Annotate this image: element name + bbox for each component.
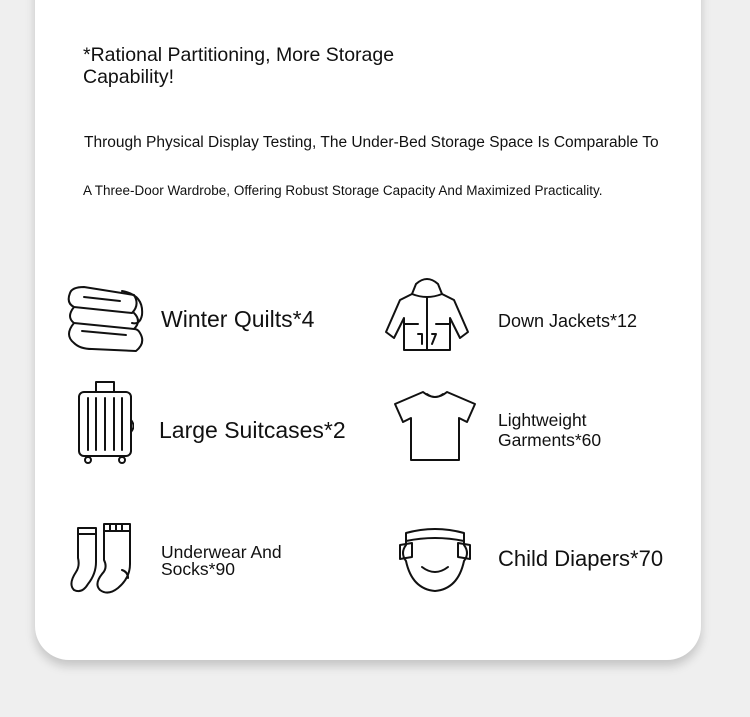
tshirt-icon [393, 390, 477, 462]
item-label-underwear-socks: Underwear And Socks*90 [161, 542, 282, 579]
suitcase-icon [76, 378, 134, 466]
quilts-icon [62, 283, 148, 355]
description-line-2: A Three-Door Wardrobe, Offering Robust Storage Capacity And Maximized Practicality. [83, 183, 603, 198]
diaper-icon [398, 527, 472, 595]
socks-icon [70, 522, 134, 596]
item-label-lightweight-garments: Lightweight Garments*60 [498, 410, 602, 450]
section-heading: *Rational Partitioning, More Storage Capability! [83, 44, 395, 88]
item-label-large-suitcases: Large Suitcases*2 [159, 417, 346, 443]
item-label-down-jackets: Down Jackets*12 [498, 311, 638, 331]
down-jacket-icon [382, 274, 472, 354]
item-label-winter-quilts: Winter Quilts*4 [161, 306, 315, 332]
description-line-1: Through Physical Display Testing, The Under-Bed Storage Space Is Comparable To [84, 134, 659, 151]
item-label-child-diapers: Child Diapers*70 [498, 546, 664, 571]
